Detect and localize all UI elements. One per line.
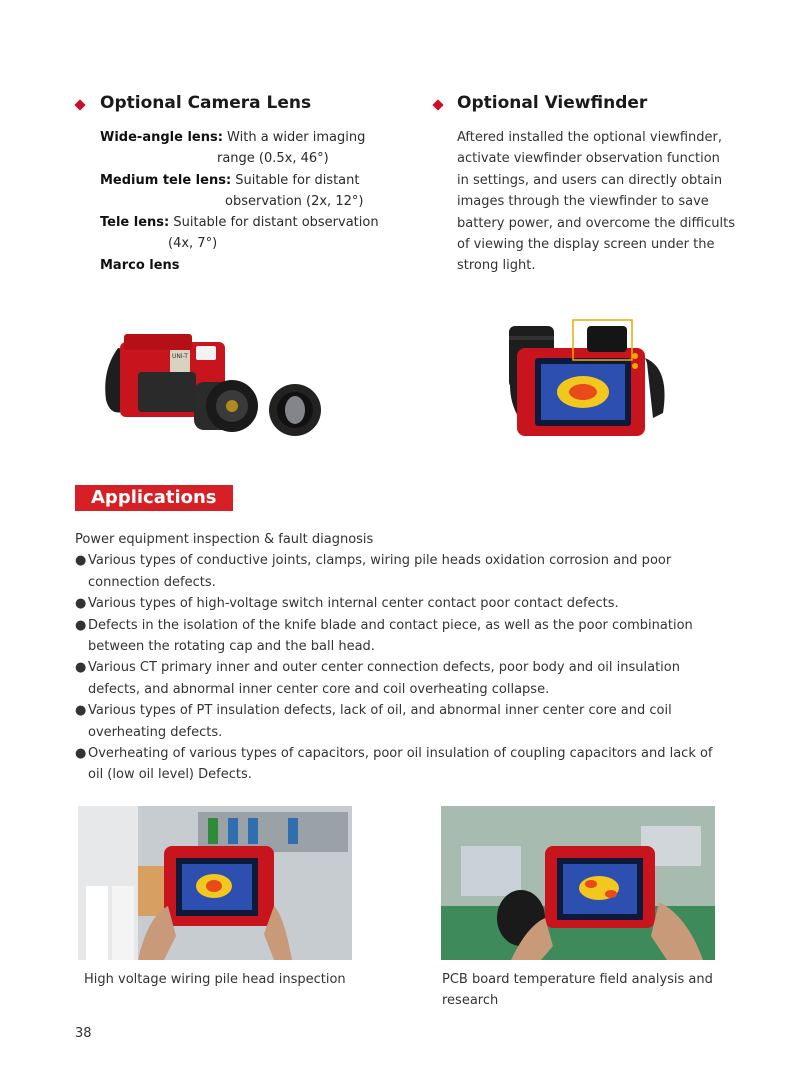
right-photo-caption — [442, 969, 713, 1012]
pcb-scene — [441, 806, 715, 960]
list-item-text: overheating defects. — [88, 724, 223, 740]
viewfinder-description — [457, 127, 757, 277]
viewfinder-title: Optional Viewfinder — [457, 93, 648, 113]
inspection-scene — [78, 806, 352, 960]
list-item — [75, 615, 735, 658]
list-item-text: defects, and abnormal inner center core and coil overheating collapse. — [88, 681, 550, 697]
page-number: 38 — [75, 1026, 92, 1041]
list-item-text: connection defects. — [88, 574, 216, 590]
bullet-icon: ● — [75, 596, 87, 612]
list-item — [75, 700, 735, 743]
pcb-analysis-photo — [441, 806, 715, 960]
lens-name: Tele lens: — [100, 215, 170, 230]
section-bullet-icon — [74, 99, 85, 110]
applications-intro: Power equipment inspection & fault diagnosis — [75, 532, 374, 547]
list-item-text: Various types of conductive joints, clamps, wiring pile heads oxidation corrosion and poor — [88, 553, 672, 569]
lens-desc: With a wider imaging — [222, 130, 366, 145]
text-line: of viewing the display screen under the — [457, 237, 715, 253]
lens-name: Medium tele lens: — [100, 173, 232, 188]
lens-name: Wide-angle lens: — [100, 130, 223, 145]
list-item — [75, 657, 735, 700]
text-line: in settings, and users can directly obtain — [457, 172, 723, 188]
camera-with-viewfinder-image — [505, 318, 675, 440]
camera-lens-title: Optional Camera Lens — [100, 93, 312, 113]
lens-name: Marco lens — [100, 258, 180, 273]
left-photo-caption: High voltage wiring pile head inspection — [84, 972, 346, 987]
bullet-icon: ● — [75, 703, 87, 719]
lens-desc: Suitable for distant — [231, 173, 360, 188]
list-item-text: between the rotating cap and the ball head. — [88, 639, 375, 655]
list-item — [75, 593, 735, 614]
list-item-text: Overheating of various types of capacitors, poor oil insulation of coupling capacitors and lack of — [88, 746, 713, 762]
bullet-icon: ● — [75, 553, 87, 569]
device-brand-label: UNI-T — [172, 353, 188, 360]
camera-with-lenses-image — [100, 330, 325, 445]
text-line: strong light. — [457, 258, 536, 274]
high-voltage-inspection-photo — [78, 806, 352, 960]
lens-desc-cont: (4x, 7°) — [168, 236, 218, 251]
applications-list — [75, 529, 735, 786]
list-item-text: Defects in the isolation of the knife blade and contact piece, as well as the poor combination — [88, 617, 693, 633]
list-item-text: Various CT primary inner and outer center connection defects, poor body and oil insulation — [88, 660, 680, 676]
list-item — [75, 550, 735, 593]
list-item-text: Various types of high-voltage switch internal center contact poor contact defects. — [88, 596, 619, 612]
bullet-icon: ● — [75, 617, 87, 633]
text-line: Aftered installed the optional viewfinder, — [457, 130, 722, 145]
lens-tele — [100, 212, 379, 233]
text-line: activate viewfinder observation function — [457, 151, 720, 167]
text-line: battery power, and overcome the difficults — [457, 215, 735, 231]
text-line: images through the viewfinder to save — [457, 194, 709, 210]
lens-macro — [100, 255, 180, 276]
lens-desc-cont: observation (2x, 12°) — [225, 194, 364, 209]
bullet-icon: ● — [75, 660, 87, 676]
list-item-text: oil (low oil level) Defects. — [88, 767, 252, 783]
bullet-icon: ● — [75, 746, 87, 762]
caption-line: research — [442, 993, 499, 1009]
caption-line: PCB board temperature field analysis and — [442, 972, 713, 987]
section-bullet-icon — [432, 99, 443, 110]
list-item-text: Various types of PT insulation defects, lack of oil, and abnormal inner center core and coil — [88, 703, 672, 719]
applications-title: Applications — [91, 487, 217, 508]
lens-desc: Suitable for distant observation — [169, 215, 379, 230]
list-item — [75, 743, 735, 786]
lens-wide-angle — [100, 127, 365, 148]
applications-banner — [75, 485, 233, 511]
lens-medium-tele — [100, 170, 359, 191]
lens-desc-cont: range (0.5x, 46°) — [217, 151, 329, 166]
